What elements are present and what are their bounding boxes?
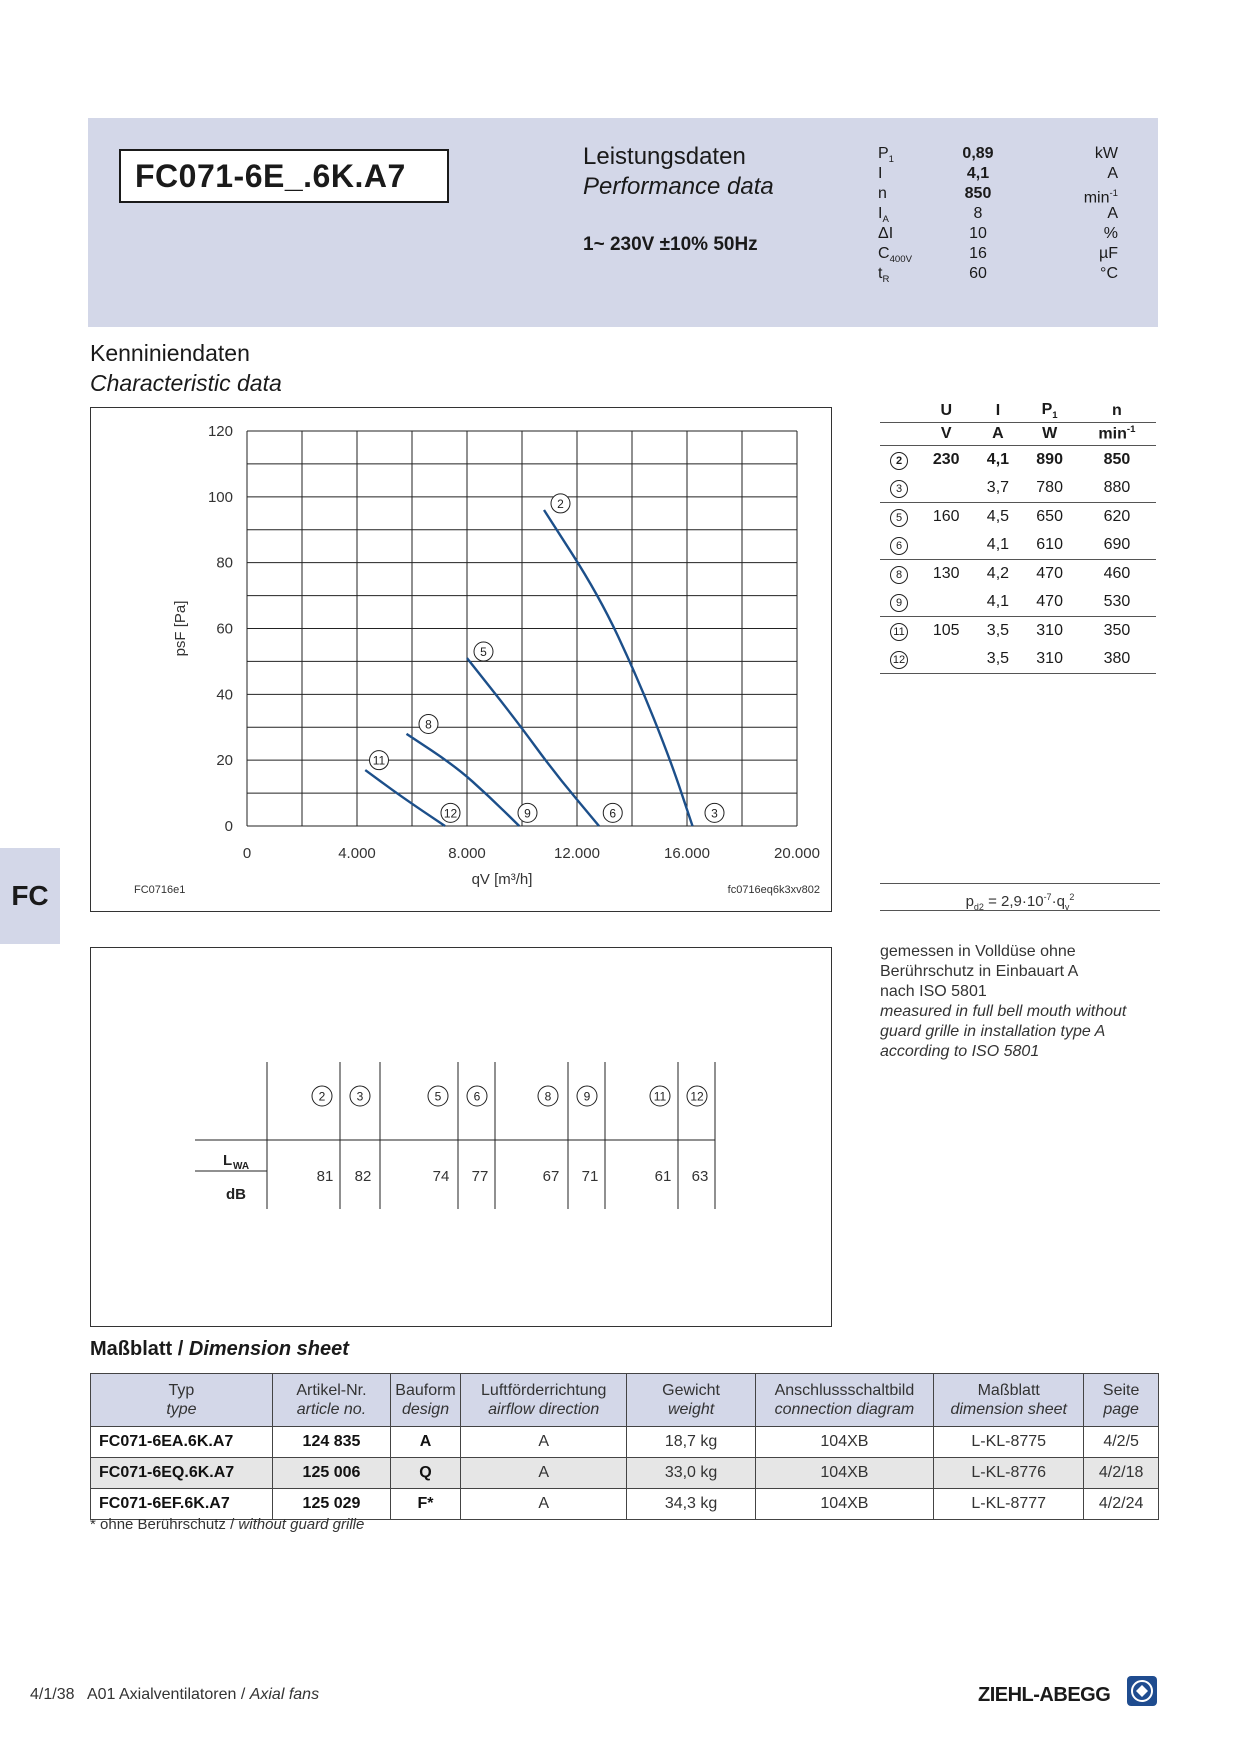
spec-unit: A bbox=[1107, 165, 1118, 182]
dim-cell: L-KL-8775 bbox=[934, 1427, 1084, 1458]
characteristic-row bbox=[880, 474, 1156, 503]
dim-cell: 125 029 bbox=[272, 1489, 390, 1520]
dim-header-de: Typ bbox=[168, 1382, 195, 1399]
spec-symbol: ΔI bbox=[878, 225, 894, 242]
dim-cell: A bbox=[460, 1427, 627, 1458]
curve-label-text: 11 bbox=[372, 753, 386, 768]
spec-value: 60 bbox=[969, 265, 987, 282]
cell-u: 130 bbox=[918, 560, 974, 589]
dim-cell: Q bbox=[391, 1458, 461, 1489]
noise-value: 74 bbox=[432, 1168, 450, 1185]
spec-symbol: t bbox=[878, 265, 883, 282]
dim-header-de: Maßblatt bbox=[977, 1382, 1040, 1399]
cell-n: 380 bbox=[1103, 650, 1131, 667]
footer bbox=[30, 1686, 319, 1704]
note-de-2: Berührschutz in Einbauart A bbox=[880, 963, 1079, 980]
noise-curve-id: 6 bbox=[473, 1089, 481, 1104]
cell-p: 310 bbox=[1036, 650, 1063, 667]
curve-label-text: 12 bbox=[443, 806, 458, 821]
dim-header-en: design bbox=[401, 1401, 450, 1418]
spec-symbol: n bbox=[878, 185, 887, 202]
dim-cell: L-KL-8777 bbox=[934, 1489, 1084, 1520]
spec-subscript: A bbox=[882, 214, 889, 226]
noise-curve-id: 2 bbox=[318, 1089, 326, 1104]
dim-header-de: Seite bbox=[1102, 1382, 1140, 1399]
dimension-title: Maßblatt / Dimension sheet bbox=[90, 1338, 349, 1360]
cell-i: 3,5 bbox=[974, 617, 1021, 646]
cell-i: 4,2 bbox=[974, 560, 1021, 589]
dimension-table bbox=[90, 1373, 1159, 1520]
cell-i: 4,1 bbox=[986, 536, 1010, 553]
spec-unit: % bbox=[1103, 225, 1118, 242]
characteristic-chart bbox=[90, 407, 832, 912]
curve-id-badge: 9 bbox=[890, 594, 908, 612]
y-tick-label: 120 bbox=[207, 423, 233, 440]
y-tick-label: 80 bbox=[216, 554, 233, 572]
dim-cell: 104XB bbox=[755, 1458, 934, 1489]
curve-2-3 bbox=[544, 510, 693, 826]
model-title: FC071-6E_.6K.A7 bbox=[119, 149, 449, 203]
characteristic-row bbox=[880, 446, 1156, 475]
characteristic-row bbox=[880, 645, 1156, 674]
dim-header-de: Gewicht bbox=[662, 1382, 720, 1399]
spec-value: 10 bbox=[969, 225, 987, 242]
note-en-2: guard grille in installation type A bbox=[880, 1023, 1106, 1040]
col-unit-min: $\min^{-1}$ bbox=[1098, 424, 1136, 443]
characteristic-row bbox=[880, 560, 1156, 589]
curve-label-text: 3 bbox=[711, 806, 718, 821]
dim-cell: 4/2/18 bbox=[1084, 1458, 1159, 1489]
dim-header-en: dimension sheet bbox=[950, 1401, 1067, 1418]
curve-label-text: 2 bbox=[557, 496, 564, 511]
spec-subscript: 1 bbox=[888, 154, 895, 166]
dim-cell: 104XB bbox=[755, 1489, 934, 1520]
col-head-i: I bbox=[995, 402, 1001, 419]
x-axis-label: qV [m³/h] bbox=[471, 871, 533, 888]
dim-cell: L-KL-8776 bbox=[934, 1458, 1084, 1489]
spec-row bbox=[878, 224, 1118, 244]
dim-cell: A bbox=[460, 1458, 627, 1489]
x-tick-label: 0 bbox=[242, 845, 252, 862]
footnote-en: without guard grille bbox=[238, 1516, 365, 1533]
curve-id-badge: 2 bbox=[890, 452, 908, 470]
cell-u bbox=[918, 531, 974, 560]
x-tick-label: 16.000 bbox=[664, 845, 710, 862]
dim-header bbox=[91, 1374, 273, 1427]
col-unit-v: V bbox=[940, 425, 952, 442]
cell-i: 3,7 bbox=[986, 479, 1010, 496]
dim-header-en: weight bbox=[667, 1401, 715, 1418]
noise-label-sub: WA bbox=[233, 1161, 250, 1172]
spec-subscript: 400V bbox=[889, 254, 912, 266]
cell-u: 105 bbox=[918, 617, 974, 646]
dim-row bbox=[91, 1489, 1159, 1520]
cell-n: 690 bbox=[1103, 536, 1131, 553]
col-head-u: U bbox=[940, 402, 952, 419]
characteristic-title-en: Characteristic data bbox=[90, 370, 282, 396]
dim-header-de: Bauform bbox=[395, 1382, 456, 1399]
spec-value: 16 bbox=[969, 245, 987, 262]
cell-n: 350 bbox=[1078, 617, 1156, 646]
brand-logo-icon bbox=[1127, 1676, 1157, 1706]
col-head-n: n bbox=[1112, 402, 1122, 419]
dim-header-en: page bbox=[1103, 1401, 1139, 1418]
y-tick-label: 0 bbox=[224, 818, 233, 835]
cell-n: 530 bbox=[1103, 593, 1131, 610]
dim-cell: FC071-6EQ.6K.A7 bbox=[91, 1458, 273, 1489]
dim-header bbox=[1084, 1374, 1159, 1427]
spec-unit: µF bbox=[1099, 245, 1118, 262]
cell-u bbox=[918, 645, 974, 674]
noise-value: 67 bbox=[542, 1168, 560, 1185]
characteristic-row bbox=[880, 503, 1156, 532]
cell-i: 4,1 bbox=[986, 593, 1010, 610]
dim-header bbox=[460, 1374, 627, 1427]
footnote-de: * ohne Berührschutz / bbox=[90, 1516, 239, 1533]
spec-symbol: I bbox=[878, 205, 883, 222]
dim-cell: 34,3 kg bbox=[627, 1489, 755, 1520]
cell-u bbox=[918, 474, 974, 503]
curve-label-text: 6 bbox=[609, 806, 617, 821]
noise-value: 81 bbox=[316, 1168, 334, 1185]
noise-curve-id: 9 bbox=[583, 1089, 591, 1104]
footnote bbox=[90, 1516, 364, 1533]
dim-header bbox=[391, 1374, 461, 1427]
spec-unit: °C bbox=[1100, 265, 1118, 282]
characteristic-title-de: Kenniniendaten bbox=[90, 340, 250, 366]
spec-value: 8 bbox=[973, 205, 983, 222]
curve-id-badge: 3 bbox=[890, 480, 908, 498]
dim-cell: A bbox=[391, 1427, 461, 1458]
spec-unit: kW bbox=[1094, 145, 1118, 162]
section-tab: FC bbox=[0, 848, 60, 944]
dimension-title-en: Dimension sheet bbox=[188, 1338, 349, 1360]
footer-page: 4/1/38 bbox=[30, 1686, 75, 1703]
dim-header-de: Artikel-Nr. bbox=[296, 1382, 367, 1399]
y-tick-label: 100 bbox=[207, 488, 233, 506]
spec-symbol: C bbox=[878, 245, 890, 262]
dim-cell: 124 835 bbox=[272, 1427, 390, 1458]
noise-value: 61 bbox=[654, 1168, 672, 1185]
characteristic-table bbox=[880, 400, 1156, 674]
cell-p: 470 bbox=[1036, 593, 1063, 610]
dim-header-en: connection diagram bbox=[774, 1401, 915, 1418]
dim-row bbox=[91, 1427, 1159, 1458]
cell-i: 3,5 bbox=[986, 650, 1010, 667]
curve-id-badge: 12 bbox=[890, 651, 908, 669]
x-tick-label: 12.000 bbox=[554, 845, 600, 862]
cell-u bbox=[918, 588, 974, 617]
noise-table bbox=[90, 947, 832, 1327]
characteristic-row bbox=[880, 531, 1156, 560]
characteristic-row bbox=[880, 588, 1156, 617]
y-tick-label: 40 bbox=[216, 686, 233, 704]
footer-section-de: A01 Axialventilatoren / bbox=[86, 1686, 250, 1703]
dim-header bbox=[272, 1374, 390, 1427]
dim-header bbox=[627, 1374, 755, 1427]
noise-value: 77 bbox=[471, 1168, 489, 1185]
spec-value: 0,89 bbox=[962, 145, 994, 162]
dim-cell: FC071-6EA.6K.A7 bbox=[91, 1427, 273, 1458]
cell-p: 780 bbox=[1036, 479, 1063, 496]
dim-cell: 18,7 kg bbox=[627, 1427, 755, 1458]
cell-n: 850 bbox=[1078, 446, 1156, 475]
noise-value: 63 bbox=[691, 1168, 709, 1185]
dim-header-de: Luftförderrichtung bbox=[481, 1382, 607, 1399]
noise-curve-id: 8 bbox=[544, 1089, 552, 1104]
curve-label-text: 8 bbox=[425, 717, 432, 732]
dim-header-en: type bbox=[166, 1401, 197, 1418]
dim-cell: 104XB bbox=[755, 1427, 934, 1458]
note-en-3: according to ISO 5801 bbox=[880, 1043, 1040, 1060]
col-unit-w: W bbox=[1042, 425, 1058, 442]
cell-p: 650 bbox=[1021, 503, 1077, 532]
spec-unit: A bbox=[1107, 205, 1118, 222]
cell-n: 880 bbox=[1103, 479, 1131, 496]
dimension-title-de: Maßblatt bbox=[90, 1338, 173, 1360]
spec-subscript: R bbox=[882, 274, 890, 286]
performance-title-de: Leistungsdaten bbox=[583, 143, 746, 170]
characteristic-row bbox=[880, 617, 1156, 646]
curve-id-badge: 11 bbox=[890, 623, 908, 641]
note-en-1: measured in full bell mouth without bbox=[880, 1003, 1127, 1020]
spec-unit: $\min^{-1}$ bbox=[1083, 188, 1118, 207]
x-tick-label: 20.000 bbox=[774, 845, 820, 862]
spec-symbol: I bbox=[878, 165, 883, 182]
noise-value: 71 bbox=[581, 1168, 599, 1185]
noise-curve-id: 3 bbox=[356, 1089, 364, 1104]
note-de-3: nach ISO 5801 bbox=[880, 983, 987, 1000]
dim-cell: A bbox=[460, 1489, 627, 1520]
brand-logo-text: ZIEHL-ABEGG bbox=[978, 1684, 1111, 1706]
cell-i: 4,1 bbox=[974, 446, 1021, 475]
dim-cell: 33,0 kg bbox=[627, 1458, 755, 1489]
dim-cell: FC071-6EF.6K.A7 bbox=[91, 1489, 273, 1520]
col-head-p: $P_1$ bbox=[1041, 400, 1058, 422]
footer-section-en: Axial fans bbox=[249, 1686, 320, 1703]
cell-p: 610 bbox=[1036, 536, 1063, 553]
dim-cell: 125 006 bbox=[272, 1458, 390, 1489]
spec-list bbox=[878, 144, 1118, 284]
noise-curve-id: 11 bbox=[653, 1089, 667, 1104]
dim-cell: 4/2/24 bbox=[1084, 1489, 1159, 1520]
cell-n: 620 bbox=[1078, 503, 1156, 532]
spec-row bbox=[878, 144, 1118, 164]
dim-header-de: Anschlussschaltbild bbox=[774, 1382, 915, 1399]
spec-value: 850 bbox=[964, 185, 992, 202]
note-de-1: gemessen in Volldüse ohne bbox=[880, 943, 1076, 960]
noise-label: L bbox=[223, 1152, 233, 1169]
formula: $p_{d2} = 2,9\cdot 10^{-7}\cdot q_v^2$ bbox=[880, 883, 1160, 911]
chart-id-left: FC0716e1 bbox=[134, 884, 186, 896]
noise-unit: dB bbox=[226, 1186, 246, 1203]
noise-curve-id: 12 bbox=[690, 1089, 704, 1104]
spec-row bbox=[878, 264, 1118, 284]
dim-header-en: airflow direction bbox=[488, 1401, 600, 1418]
curve-id-badge: 6 bbox=[890, 537, 908, 555]
spec-symbol: P bbox=[878, 145, 889, 162]
dim-header bbox=[755, 1374, 934, 1427]
col-unit-a: A bbox=[992, 425, 1004, 442]
x-tick-label: 8.000 bbox=[448, 845, 486, 862]
noise-value: 82 bbox=[354, 1168, 372, 1185]
y-tick-label: 60 bbox=[216, 620, 233, 638]
dim-cell: F* bbox=[391, 1489, 461, 1520]
noise-curve-id: 5 bbox=[434, 1089, 442, 1104]
spec-row bbox=[878, 244, 1118, 264]
spec-value: 4,1 bbox=[966, 165, 990, 182]
cell-p: 470 bbox=[1021, 560, 1077, 589]
cell-p: 310 bbox=[1021, 617, 1077, 646]
spec-row bbox=[878, 184, 1118, 207]
cell-n: 460 bbox=[1078, 560, 1156, 589]
chart-id-right: fc0716eq6k3xv802 bbox=[727, 884, 820, 896]
curve-11-12 bbox=[365, 770, 445, 826]
dim-cell: 4/2/5 bbox=[1084, 1427, 1159, 1458]
performance-title-en: Performance data bbox=[583, 173, 774, 200]
x-tick-label: 4.000 bbox=[338, 845, 376, 862]
cell-i: 4,5 bbox=[974, 503, 1021, 532]
y-axis-label: psF [Pa] bbox=[172, 600, 189, 657]
y-tick-label: 20 bbox=[216, 752, 233, 770]
cell-p: 890 bbox=[1021, 446, 1077, 475]
dim-header-en: article no. bbox=[296, 1401, 367, 1418]
spec-row bbox=[878, 204, 1118, 224]
curve-id-badge: 8 bbox=[890, 566, 908, 584]
curve-id-badge: 5 bbox=[890, 509, 908, 527]
voltage-spec: 1~ 230V ±10% 50Hz bbox=[583, 234, 758, 255]
dim-row bbox=[91, 1458, 1159, 1489]
dim-header bbox=[934, 1374, 1084, 1427]
spec-row bbox=[878, 164, 1118, 184]
curve-5-6 bbox=[467, 658, 599, 826]
curve-label-text: 9 bbox=[524, 806, 531, 821]
cell-u: 230 bbox=[918, 446, 974, 475]
cell-u: 160 bbox=[918, 503, 974, 532]
notes bbox=[880, 942, 1126, 1062]
curve-label-text: 5 bbox=[480, 645, 487, 660]
